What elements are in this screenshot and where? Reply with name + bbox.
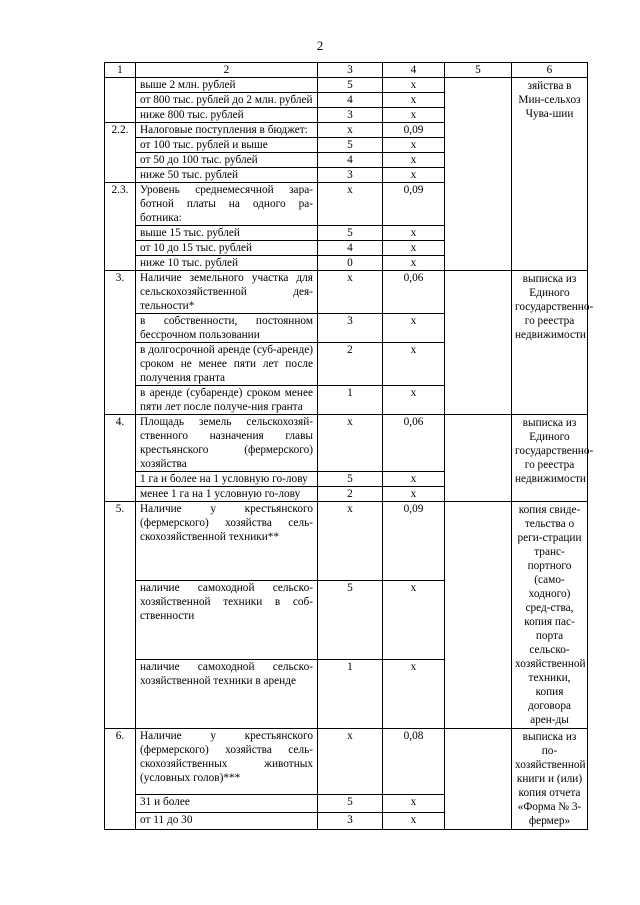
criterion-text: ниже 800 тыс. рублей <box>136 108 318 123</box>
score-cell: 5 <box>318 78 383 93</box>
row-number: 2.3. <box>105 183 136 271</box>
weight-cell: х <box>383 314 445 343</box>
header-col-5: 5 <box>445 63 512 78</box>
weight-cell: х <box>383 93 445 108</box>
document-note: копия свиде-тельства о реги-страции транс-портного (само-ходного) сред-ства, копия пас-порта сельско-хозяйственной техники, копия договора арен-ды <box>512 502 588 729</box>
table-row <box>105 415 588 472</box>
document-note: выписка из Единого государственно-го реестра недвижимости <box>512 415 588 502</box>
weight-cell: х <box>383 581 445 660</box>
score-cell: 2 <box>318 343 383 386</box>
score-cell: 3 <box>318 108 383 123</box>
weight-cell: 0,09 <box>383 123 445 138</box>
row-number: 3. <box>105 271 136 415</box>
score-cell: 2 <box>318 487 383 502</box>
score-cell: х <box>318 183 383 226</box>
weight-cell: 0,09 <box>383 502 445 581</box>
empty-col-5 <box>445 271 512 415</box>
score-cell: 5 <box>318 581 383 660</box>
criterion-text: в аренде (субаренде) сроком менее пяти лет после получе-ния гранта <box>136 386 318 415</box>
score-cell: 5 <box>318 226 383 241</box>
criterion-text: Наличие земельного участка для сельскохозяйственной дея-тельности* <box>136 271 318 314</box>
score-cell: 4 <box>318 93 383 108</box>
criterion-text: выше 15 тыс. рублей <box>136 226 318 241</box>
document-note: выписка из по-хозяйственной книги и (или) копия отчета «Форма № 3-фермер» <box>512 729 588 830</box>
weight-cell: 0,06 <box>383 415 445 472</box>
weight-cell: 0,06 <box>383 271 445 314</box>
weight-cell: 0,09 <box>383 183 445 226</box>
weight-cell: х <box>383 108 445 123</box>
table-row <box>105 502 588 581</box>
score-cell: 4 <box>318 153 383 168</box>
criterion-text: от 800 тыс. рублей до 2 млн. рублей <box>136 93 318 108</box>
empty-col-5 <box>445 502 512 729</box>
score-cell: 3 <box>318 812 383 829</box>
row-number: 6. <box>105 729 136 830</box>
score-cell: х <box>318 415 383 472</box>
score-cell: х <box>318 123 383 138</box>
criterion-text: 31 и более <box>136 795 318 812</box>
weight-cell: 0,08 <box>383 729 445 795</box>
header-col-2: 2 <box>136 63 318 78</box>
table-row <box>105 729 588 795</box>
score-cell: х <box>318 729 383 795</box>
weight-cell: х <box>383 138 445 153</box>
weight-cell: х <box>383 168 445 183</box>
header-col-4: 4 <box>383 63 445 78</box>
criterion-text: Наличие у крестьянского (фермерского) хозяйства сель-скохозяйственной техники** <box>136 502 318 581</box>
criterion-text: Уровень среднемесячной зара-ботной платы на одного ра-ботника: <box>136 183 318 226</box>
empty-col-5 <box>445 415 512 502</box>
criterion-text: ниже 50 тыс. рублей <box>136 168 318 183</box>
weight-cell: х <box>383 343 445 386</box>
weight-cell: х <box>383 256 445 271</box>
criterion-text: от 11 до 30 <box>136 812 318 829</box>
criterion-text: выше 2 млн. рублей <box>136 78 318 93</box>
empty-col-5 <box>445 78 512 271</box>
weight-cell: х <box>383 812 445 829</box>
document-note: выписка из Единого государственно-го реестра недвижимости <box>512 271 588 415</box>
criterion-text: 1 га и более на 1 условную го-лову <box>136 472 318 487</box>
weight-cell: х <box>383 660 445 729</box>
criteria-table <box>104 62 594 830</box>
document-note: зяйства в Мин-сельхоз Чува-шии <box>512 78 588 271</box>
weight-cell: х <box>383 153 445 168</box>
score-cell: 4 <box>318 241 383 256</box>
weight-cell: х <box>383 386 445 415</box>
criterion-text: Налоговые поступления в бюджет: <box>136 123 318 138</box>
criterion-text: от 10 до 15 тыс. рублей <box>136 241 318 256</box>
header-col-6: 6 <box>512 63 588 78</box>
weight-cell: х <box>383 78 445 93</box>
table-row <box>105 271 588 314</box>
page-number: 2 <box>316 38 324 53</box>
criterion-text: менее 1 га на 1 условную го-лову <box>136 487 318 502</box>
criterion-text: в собственности, постоянном бессрочном пользовании <box>136 314 318 343</box>
row-number: 4. <box>105 415 136 502</box>
score-cell: 0 <box>318 256 383 271</box>
criterion-text: в долгосрочной аренде (суб-аренде) сроком не менее пяти лет после получения гранта <box>136 343 318 386</box>
table-row <box>105 78 588 93</box>
criterion-text: Наличие у крестьянского (фермерского) хозяйства сель-скохозяйственных животных (условных голов)*** <box>136 729 318 795</box>
score-cell: 1 <box>318 660 383 729</box>
score-cell: 3 <box>318 314 383 343</box>
criterion-text: наличие самоходной сельско-хозяйственной техники в аренде <box>136 660 318 729</box>
score-cell: 1 <box>318 386 383 415</box>
header-col-3: 3 <box>318 63 383 78</box>
score-cell: 5 <box>318 472 383 487</box>
criterion-text: от 100 тыс. рублей и выше <box>136 138 318 153</box>
weight-cell: х <box>383 226 445 241</box>
row-number: 2.2. <box>105 123 136 183</box>
row-number: 5. <box>105 502 136 729</box>
score-cell: 5 <box>318 795 383 812</box>
criterion-text: от 50 до 100 тыс. рублей <box>136 153 318 168</box>
header-row <box>105 63 588 78</box>
score-cell: х <box>318 502 383 581</box>
weight-cell: х <box>383 472 445 487</box>
score-cell: 3 <box>318 168 383 183</box>
score-cell: х <box>318 271 383 314</box>
criterion-text: ниже 10 тыс. рублей <box>136 256 318 271</box>
weight-cell: х <box>383 487 445 502</box>
criterion-text: Площадь земель сельскохозяй-ственного назначения главы крестьянского (фермерского) хозяйства <box>136 415 318 472</box>
empty-col-5 <box>445 729 512 830</box>
row-number <box>105 78 136 123</box>
weight-cell: х <box>383 795 445 812</box>
score-cell: 5 <box>318 138 383 153</box>
header-col-1: 1 <box>105 63 136 78</box>
weight-cell: х <box>383 241 445 256</box>
criterion-text: наличие самоходной сельско-хозяйственной техники в соб-ственности <box>136 581 318 660</box>
